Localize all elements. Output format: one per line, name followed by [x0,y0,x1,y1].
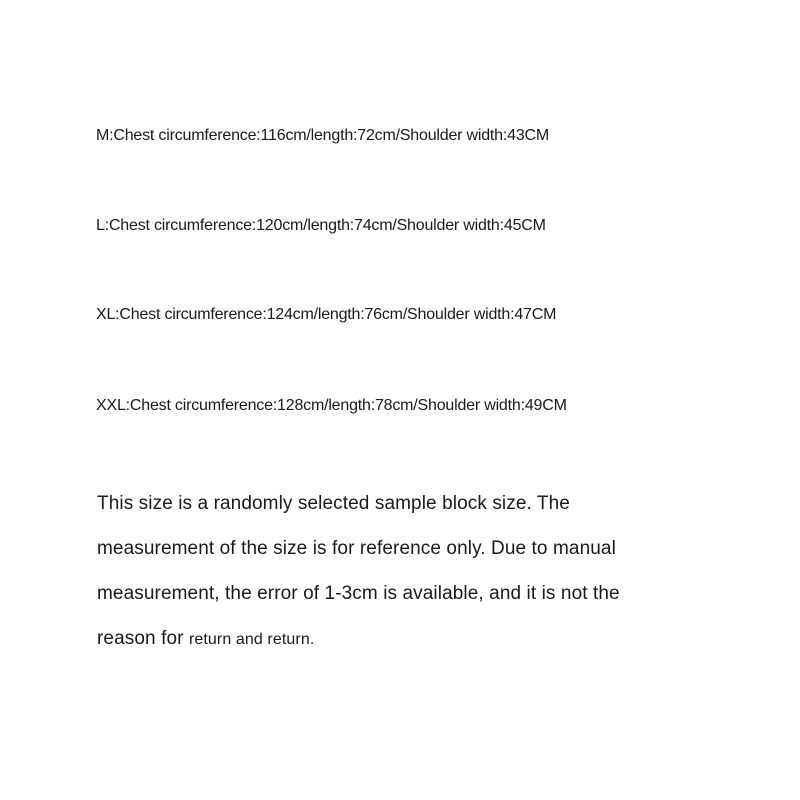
note-line-4-start: reason for [97,628,189,649]
note-line-4-end: return and return. [188,631,315,648]
note-line-3: measurement, the error of 1-3cm is available, and it is not the [97,583,620,604]
note-line-2: measurement of the size is for reference only. Due to manual [97,538,616,559]
size-row-xxl: XXL:Chest circumference:128cm/length:78cm/Shoulder width:49CM [96,397,567,414]
note-line-4 [97,616,717,662]
size-row-xl: XL:Chest circumference:124cm/length:76cm/Shoulder width:47CM [96,306,557,323]
note-line-1: This size is a randomly selected sample block size. The [97,493,570,514]
size-row-l: L:Chest circumference:120cm/length:74cm/Shoulder width:45CM [96,217,546,234]
measurement-note [97,481,717,662]
size-row-m: M:Chest circumference:116cm/length:72cm/Shoulder width:43CM [96,127,549,144]
